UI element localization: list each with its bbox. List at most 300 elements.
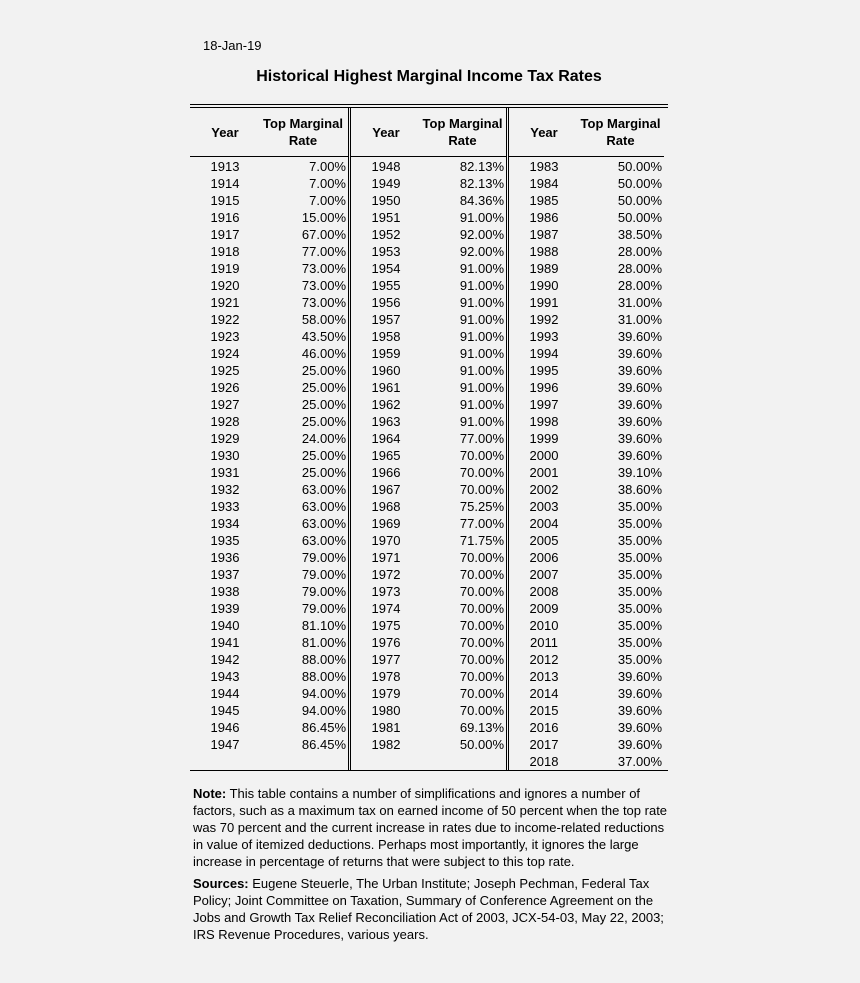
rate-cell: 39.60% [617, 737, 662, 752]
year-cell: 1980 [371, 703, 401, 718]
rate-cell: 91.00% [459, 397, 504, 412]
year-cell: 1993 [529, 329, 559, 344]
rate-cell: 25.00% [301, 363, 346, 378]
year-cell: 1982 [371, 737, 401, 752]
rate-cell: 28.00% [617, 278, 662, 293]
year-cell: 2003 [529, 499, 559, 514]
table-row [190, 447, 348, 464]
year-cell: 2004 [529, 516, 559, 531]
rate-cell: 15.00% [301, 210, 346, 225]
year-cell: 1992 [529, 312, 559, 327]
rate-cell: 38.60% [617, 482, 662, 497]
table-row [190, 328, 348, 345]
table-row [351, 668, 506, 685]
rate-cell: 39.60% [617, 448, 662, 463]
year-cell: 2005 [529, 533, 559, 548]
table-row [351, 702, 506, 719]
rate-cell: 91.00% [459, 346, 504, 361]
table-row [509, 634, 664, 651]
table-row [351, 532, 506, 549]
table-row [509, 413, 664, 430]
rate-cell: 31.00% [617, 295, 662, 310]
table-row [351, 362, 506, 379]
year-cell: 2006 [529, 550, 559, 565]
rate-header-line2: Rate [606, 133, 635, 148]
table-row [190, 515, 348, 532]
rate-cell: 7.00% [309, 159, 346, 174]
rate-cell: 73.00% [301, 278, 346, 293]
rate-cell: 70.00% [459, 618, 504, 633]
notes-section [193, 785, 673, 948]
year-cell: 1998 [529, 414, 559, 429]
rate-cell: 91.00% [459, 414, 504, 429]
table-row [351, 481, 506, 498]
year-cell: 1999 [529, 431, 559, 446]
rate-cell: 38.50% [617, 227, 662, 242]
rate-cell: 50.00% [617, 210, 662, 225]
column-group-3 [506, 108, 664, 770]
table-row [509, 379, 664, 396]
rate-cell: 37.00% [617, 754, 662, 769]
year-cell: 1984 [529, 176, 559, 191]
year-cell: 1930 [210, 448, 240, 463]
table-row [190, 566, 348, 583]
rate-cell: 39.60% [617, 380, 662, 395]
rate-cell: 91.00% [459, 210, 504, 225]
rate-cell: 70.00% [459, 601, 504, 616]
rate-cell: 69.13% [459, 720, 504, 735]
year-cell: 1950 [371, 193, 401, 208]
rate-header-line2: Rate [448, 133, 477, 148]
table-row [351, 498, 506, 515]
year-cell: 1938 [210, 584, 240, 599]
year-cell: 1933 [210, 499, 240, 514]
year-cell: 1916 [210, 210, 240, 225]
table-row [190, 481, 348, 498]
table-row [351, 736, 506, 753]
rate-cell: 39.60% [617, 414, 662, 429]
table-row [190, 413, 348, 430]
table-row [509, 702, 664, 719]
table-row [509, 362, 664, 379]
table-row [190, 498, 348, 515]
rate-cell: 82.13% [459, 159, 504, 174]
year-cell: 1986 [529, 210, 559, 225]
table-row [509, 396, 664, 413]
rate-cell: 50.00% [617, 159, 662, 174]
table-row [351, 617, 506, 634]
table-row [351, 464, 506, 481]
year-cell: 1995 [529, 363, 559, 378]
year-cell: 1948 [371, 159, 401, 174]
rate-cell: 39.60% [617, 669, 662, 684]
rate-header-line1: Top Marginal [263, 116, 343, 131]
table-row [509, 345, 664, 362]
year-cell: 1962 [371, 397, 401, 412]
rate-cell: 70.00% [459, 584, 504, 599]
year-cell: 1925 [210, 363, 240, 378]
rate-cell: 46.00% [301, 346, 346, 361]
year-cell: 1944 [210, 686, 240, 701]
rate-header-line1: Top Marginal [422, 116, 503, 131]
table-row [190, 260, 348, 277]
sources-text: Eugene Steuerle, The Urban Institute; Joseph Pechman, Federal Tax Policy; Joint Committee on Taxation, Summary of Conference Agreement on the Jobs and Growth Tax Relief Reconciliation Act of 2003, JCX-54-03, May 22, 2003; IRS Revenue Procedures, various years. [193, 876, 664, 942]
rate-header [421, 115, 506, 149]
table-row [509, 328, 664, 345]
year-cell: 1929 [210, 431, 240, 446]
year-cell: 1972 [371, 567, 401, 582]
table-row [351, 277, 506, 294]
rate-cell: 35.00% [617, 550, 662, 565]
table-row [351, 583, 506, 600]
table-row [190, 226, 348, 243]
rate-cell: 88.00% [301, 652, 346, 667]
rate-cell: 39.60% [617, 363, 662, 378]
table-row [190, 719, 348, 736]
table-row [351, 328, 506, 345]
table-row [190, 532, 348, 549]
table-row [509, 566, 664, 583]
table-row [509, 515, 664, 532]
year-cell: 2001 [529, 465, 559, 480]
rate-cell: 70.00% [459, 567, 504, 582]
year-cell: 1945 [210, 703, 240, 718]
year-cell: 1963 [371, 414, 401, 429]
rate-cell: 92.00% [459, 244, 504, 259]
rate-cell: 86.45% [301, 737, 346, 752]
table-row [351, 515, 506, 532]
table-row [190, 396, 348, 413]
rate-cell: 94.00% [301, 703, 346, 718]
rate-cell: 70.00% [459, 448, 504, 463]
year-cell: 1918 [210, 244, 240, 259]
year-cell: 2000 [529, 448, 559, 463]
year-cell: 2008 [529, 584, 559, 599]
rate-cell: 91.00% [459, 295, 504, 310]
table-row [351, 260, 506, 277]
rate-cell: 79.00% [301, 584, 346, 599]
rate-cell: 39.10% [617, 465, 662, 480]
year-cell: 1983 [529, 159, 559, 174]
year-cell: 2012 [529, 652, 559, 667]
table-row [351, 549, 506, 566]
year-cell: 1976 [371, 635, 401, 650]
table-rows [509, 157, 664, 770]
year-cell: 1974 [371, 601, 401, 616]
table-row [190, 379, 348, 396]
year-cell: 1932 [210, 482, 240, 497]
table-row [509, 736, 664, 753]
table-row [190, 668, 348, 685]
rate-cell: 91.00% [459, 329, 504, 344]
year-cell: 1975 [371, 618, 401, 633]
table-row [190, 702, 348, 719]
year-cell: 2014 [529, 686, 559, 701]
table-row [509, 583, 664, 600]
table-rows [190, 157, 348, 753]
year-cell: 2013 [529, 669, 559, 684]
note-text: This table contains a number of simplifications and ignores a number of factors, such as a maximum tax on earned income of 50 percent when the top rate was 70 percent and the current increase in rates due to income-related reductions in value of itemized deductions. Perhaps most importantly, it ignores the large increase in percentage of returns that were subject to this top rate. [193, 786, 668, 869]
table-row [351, 294, 506, 311]
table-row [190, 243, 348, 260]
rate-cell: 63.00% [301, 499, 346, 514]
rate-cell: 91.00% [459, 363, 504, 378]
year-cell: 1971 [371, 550, 401, 565]
rate-header [260, 115, 348, 149]
table-row [190, 549, 348, 566]
rate-cell: 39.60% [617, 329, 662, 344]
table-row [351, 345, 506, 362]
table-row [509, 243, 664, 260]
table-rows [351, 157, 506, 753]
year-cell: 1979 [371, 686, 401, 701]
table-row [190, 362, 348, 379]
rate-cell: 91.00% [459, 278, 504, 293]
year-cell: 1996 [529, 380, 559, 395]
table-row [509, 192, 664, 209]
table-row [509, 532, 664, 549]
rate-cell: 91.00% [459, 380, 504, 395]
table-row [351, 651, 506, 668]
rate-cell: 28.00% [617, 244, 662, 259]
table-row [509, 447, 664, 464]
rate-header-line1: Top Marginal [580, 116, 661, 131]
year-cell: 1927 [210, 397, 240, 412]
rate-cell: 71.75% [459, 533, 504, 548]
year-cell: 1934 [210, 516, 240, 531]
year-cell: 1961 [371, 380, 401, 395]
table-row [351, 209, 506, 226]
rate-cell: 63.00% [301, 533, 346, 548]
year-cell: 1939 [210, 601, 240, 616]
year-cell: 1921 [210, 295, 240, 310]
rate-cell: 88.00% [301, 669, 346, 684]
year-cell: 2011 [530, 635, 558, 650]
document-date: 18-Jan-19 [203, 38, 262, 53]
rate-cell: 70.00% [459, 669, 504, 684]
rate-cell: 35.00% [617, 567, 662, 582]
year-cell: 2010 [529, 618, 559, 633]
rate-cell: 63.00% [301, 516, 346, 531]
year-cell: 1947 [210, 737, 240, 752]
year-cell: 1977 [371, 652, 401, 667]
year-cell: 2016 [529, 720, 559, 735]
rate-cell: 70.00% [459, 550, 504, 565]
column-header [509, 108, 664, 157]
table-row [190, 294, 348, 311]
rate-cell: 81.00% [301, 635, 346, 650]
table-row [509, 651, 664, 668]
rate-cell: 39.60% [617, 397, 662, 412]
table-row [509, 498, 664, 515]
rate-cell: 35.00% [617, 601, 662, 616]
table-row [509, 311, 664, 328]
table-row [509, 175, 664, 192]
year-cell: 1914 [210, 176, 240, 191]
table-row [351, 430, 506, 447]
rate-cell: 39.60% [617, 703, 662, 718]
year-cell: 1924 [210, 346, 240, 361]
rate-cell: 79.00% [301, 567, 346, 582]
year-cell: 1960 [371, 363, 401, 378]
year-cell: 2017 [529, 737, 559, 752]
year-cell: 1990 [529, 278, 559, 293]
year-cell: 1969 [371, 516, 401, 531]
table-row [351, 447, 506, 464]
table-row [509, 260, 664, 277]
table-row [351, 158, 506, 175]
year-cell: 1985 [529, 193, 559, 208]
table-row [190, 158, 348, 175]
table-row [509, 226, 664, 243]
year-cell: 1994 [529, 346, 559, 361]
table-row [509, 719, 664, 736]
table-row [509, 277, 664, 294]
sources-label: Sources: [193, 876, 249, 891]
year-cell: 1987 [529, 227, 559, 242]
rate-cell: 35.00% [617, 635, 662, 650]
rate-cell: 35.00% [617, 652, 662, 667]
year-cell: 1978 [371, 669, 401, 684]
year-cell: 1965 [371, 448, 401, 463]
table-row [509, 685, 664, 702]
rate-cell: 91.00% [459, 261, 504, 276]
rate-cell: 50.00% [617, 176, 662, 191]
column-group-1 [190, 108, 348, 770]
rate-cell: 73.00% [301, 261, 346, 276]
rate-cell: 75.25% [459, 499, 504, 514]
year-cell: 1956 [371, 295, 401, 310]
rate-cell: 35.00% [617, 618, 662, 633]
table-row [351, 379, 506, 396]
rate-cell: 70.00% [459, 686, 504, 701]
rate-cell: 70.00% [459, 465, 504, 480]
year-cell: 1943 [210, 669, 240, 684]
year-cell: 1954 [371, 261, 401, 276]
table-row [509, 209, 664, 226]
year-cell: 1951 [371, 210, 401, 225]
table-row [509, 430, 664, 447]
year-cell: 1920 [210, 278, 240, 293]
rate-cell: 79.00% [301, 550, 346, 565]
rate-cell: 77.00% [459, 516, 504, 531]
rate-cell: 67.00% [301, 227, 346, 242]
rate-cell: 7.00% [309, 176, 346, 191]
year-cell: 1935 [210, 533, 240, 548]
table-row [351, 600, 506, 617]
rate-cell: 35.00% [617, 516, 662, 531]
year-cell: 1964 [371, 431, 401, 446]
table-row [509, 549, 664, 566]
rate-cell: 35.00% [617, 533, 662, 548]
table-row [351, 311, 506, 328]
table-row [509, 294, 664, 311]
table-row [509, 481, 664, 498]
year-cell: 1981 [371, 720, 401, 735]
year-cell: 2007 [529, 567, 559, 582]
table-row [190, 311, 348, 328]
table-row [351, 192, 506, 209]
rate-cell: 43.50% [301, 329, 346, 344]
table-row [190, 345, 348, 362]
year-cell: 1957 [371, 312, 401, 327]
year-cell: 1917 [210, 227, 240, 242]
year-header: Year [372, 124, 400, 140]
table-row [351, 685, 506, 702]
year-cell: 1952 [371, 227, 401, 242]
year-cell: 1991 [529, 295, 559, 310]
rate-cell: 25.00% [301, 448, 346, 463]
year-cell: 1915 [210, 193, 240, 208]
year-cell: 1919 [210, 261, 240, 276]
rate-cell: 35.00% [617, 499, 662, 514]
table-row [351, 226, 506, 243]
rate-cell: 25.00% [301, 414, 346, 429]
rate-cell: 35.00% [617, 584, 662, 599]
year-cell: 1928 [210, 414, 240, 429]
table-row [509, 464, 664, 481]
year-cell: 1955 [371, 278, 401, 293]
table-row [190, 175, 348, 192]
rate-cell: 39.60% [617, 346, 662, 361]
year-cell: 1936 [210, 550, 240, 565]
year-cell: 1953 [371, 244, 401, 259]
rate-cell: 92.00% [459, 227, 504, 242]
table-row [190, 209, 348, 226]
year-cell: 1926 [210, 380, 240, 395]
tax-rate-table [190, 104, 668, 771]
table-row [351, 719, 506, 736]
year-cell: 2002 [529, 482, 559, 497]
table-row [190, 277, 348, 294]
rate-cell: 50.00% [459, 737, 504, 752]
document-title: Historical Highest Marginal Income Tax Rates [256, 68, 602, 85]
table-row [351, 413, 506, 430]
year-header: Year [530, 124, 558, 140]
column-group-2 [348, 108, 506, 770]
year-cell: 1937 [210, 567, 240, 582]
year-cell: 1997 [529, 397, 559, 412]
rate-cell: 39.60% [617, 431, 662, 446]
year-cell: 2015 [529, 703, 559, 718]
rate-cell: 58.00% [301, 312, 346, 327]
year-cell: 1942 [210, 652, 240, 667]
table-row [190, 651, 348, 668]
rate-cell: 77.00% [301, 244, 346, 259]
table-row [509, 668, 664, 685]
rate-cell: 81.10% [301, 618, 346, 633]
year-cell: 1931 [210, 465, 240, 480]
table-row [509, 617, 664, 634]
rate-cell: 50.00% [617, 193, 662, 208]
year-cell: 1946 [210, 720, 240, 735]
table-row [190, 192, 348, 209]
rate-cell: 73.00% [301, 295, 346, 310]
year-cell: 1922 [210, 312, 240, 327]
year-cell: 2018 [529, 754, 559, 769]
table-row [190, 685, 348, 702]
table-row [190, 634, 348, 651]
table-row [351, 396, 506, 413]
year-cell: 1989 [529, 261, 559, 276]
table-row [509, 158, 664, 175]
rate-cell: 77.00% [459, 431, 504, 446]
rate-cell: 39.60% [617, 686, 662, 701]
rate-cell: 86.45% [301, 720, 346, 735]
year-cell: 1968 [371, 499, 401, 514]
year-cell: 1949 [371, 176, 401, 191]
table-row [190, 583, 348, 600]
